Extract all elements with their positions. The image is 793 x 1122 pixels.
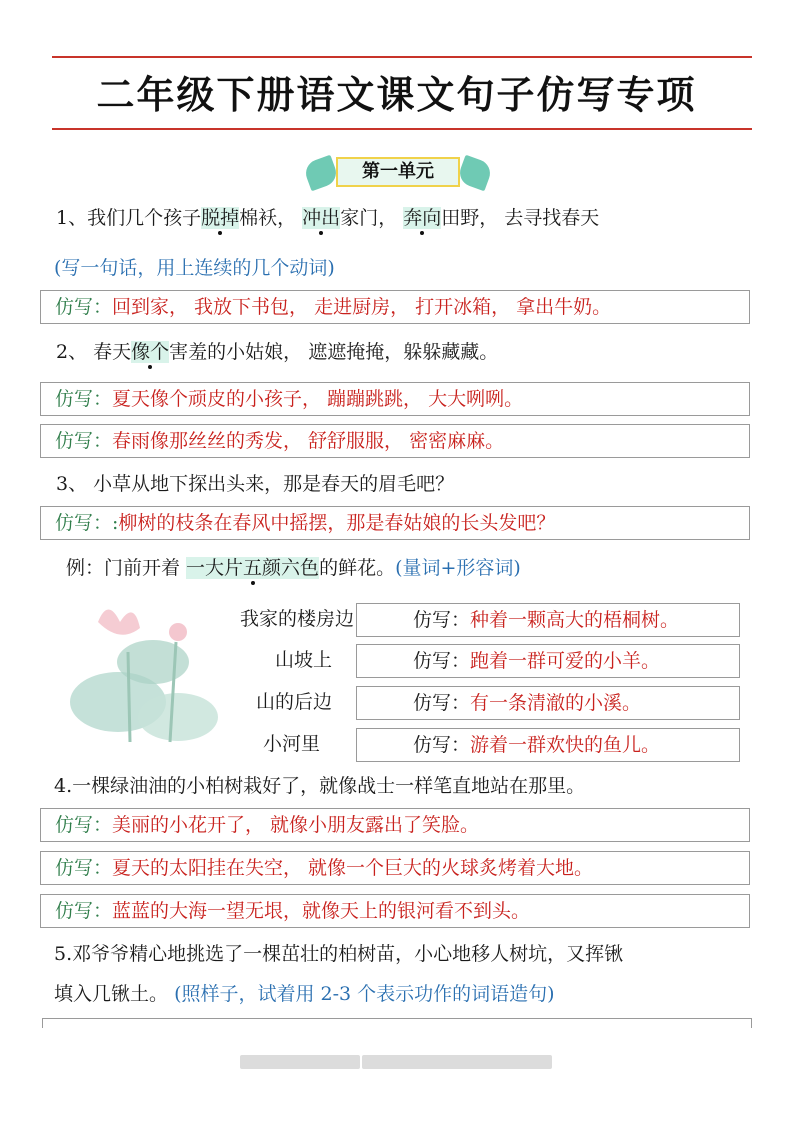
example-prefix: 例：门前开着	[66, 557, 187, 579]
title-bottom-rule	[52, 128, 752, 130]
q1-seg: 棉袄，	[239, 207, 297, 229]
q1-seg: 田野， 去寻找春天	[441, 207, 600, 229]
scene-answer-box	[356, 603, 740, 637]
answer-label: 仿写：	[55, 900, 113, 922]
q1-verb-1: 脱掉	[201, 207, 240, 229]
q1-verb-2: 冲出	[302, 207, 341, 229]
blurred-footer	[362, 1055, 552, 1069]
q5-sentence-line-1: 5.邓爷爷精心地挑选了一棵茁壮的柏树苗，小心地移人树坑，又挥锹	[54, 943, 624, 965]
example-hint: (量词+形容词)	[395, 557, 521, 579]
scene-answer: 种着一颗高大的梧桐树。	[470, 609, 680, 631]
answer-label: 仿写：	[413, 692, 471, 714]
answer-label: 仿写：	[55, 296, 113, 318]
q2-prefix: 2、 春天	[56, 341, 132, 363]
q4-answer-box-1	[40, 808, 750, 842]
q4-answer-2: 夏天的太阳挂在失空， 就像一个巨大的火球炙烤着大地。	[112, 857, 594, 879]
example-suffix: 的鲜花。	[319, 557, 396, 579]
q2-answer-2: 春雨像那丝丝的秀发， 舒舒服服， 密密麻麻。	[112, 430, 505, 452]
q3-answer-box	[40, 506, 750, 540]
q5-sentence-line-2	[54, 980, 555, 1008]
answer-label: 仿写：	[413, 650, 471, 672]
leaf-right-icon	[456, 155, 494, 192]
q4-sentence: 4.一棵绿油油的小柏树栽好了，就像战士一样笔直地站在那里。	[54, 775, 586, 797]
unit-banner	[306, 153, 490, 193]
answer-label: 仿写：	[55, 814, 113, 836]
q1-seg: 家门，	[340, 207, 398, 229]
scene-place: 小河里	[262, 733, 320, 755]
scene-place: 山坡上	[274, 649, 332, 671]
q4-answer-box-2	[40, 851, 750, 885]
scene-answer: 游着一群欢快的鱼儿。	[470, 734, 661, 756]
scene-answer-box	[356, 686, 740, 720]
q2-suffix: 害羞的小姑娘， 遮遮掩掩，躲躲藏藏。	[169, 341, 499, 363]
q1-seg: 1、我们几个孩子	[56, 207, 202, 229]
q5-line2-text: 填入几锹土。	[54, 983, 169, 1005]
answer-label: 仿写：:	[55, 512, 119, 534]
title-top-rule	[52, 56, 752, 58]
q3-answer: 柳树的枝条在春风中摇摆，那是春姑娘的长头发吧？	[118, 512, 556, 534]
q5-answer-box-cutoff	[42, 1018, 752, 1028]
blurred-footer	[240, 1055, 360, 1069]
q2-answer-1: 夏天像个顽皮的小孩子， 蹦蹦跳跳， 大大咧咧。	[112, 388, 524, 410]
q1-verb-3: 奔向	[403, 207, 442, 229]
scene-place: 我家的楼房边	[239, 608, 354, 630]
q2-sentence	[56, 338, 498, 366]
q2-answer-box-2	[40, 424, 750, 458]
q2-answer-box-1	[40, 382, 750, 416]
q2-keyword: 像个	[131, 341, 170, 363]
leaf-left-icon	[302, 155, 340, 192]
q1-hint: (写一句话，用上连续的几个动词)	[54, 257, 335, 279]
q3-sentence: 3、 小草从地下探出头来，那是春天的眉毛吧？	[56, 473, 455, 495]
answer-label: 仿写：	[413, 734, 471, 756]
q5-hint: (照样子，试着用 2-3 个表示功作的词语造句)	[174, 983, 555, 1005]
q4-answer-3: 蓝蓝的大海一望无垠，就像天上的银河看不到头。	[112, 900, 531, 922]
scene-place: 山的后边	[255, 691, 332, 713]
answer-label: 仿写：	[55, 857, 113, 879]
q4-answer-1: 美丽的小花开了， 就像小朋友露出了笑脸。	[112, 814, 480, 836]
q1-answer: 回到家， 我放下书包， 走进厨房， 打开冰箱， 拿出牛奶。	[112, 296, 612, 318]
answer-label: 仿写：	[55, 388, 113, 410]
unit-banner-label: 第一单元	[336, 157, 460, 187]
scene-answer: 有一条清澈的小溪。	[470, 692, 642, 714]
example-sentence	[66, 554, 521, 582]
scene-answer-box	[356, 644, 740, 678]
q1-answer-box	[40, 290, 750, 324]
scene-answer-box	[356, 728, 740, 762]
q4-answer-box-3	[40, 894, 750, 928]
answer-label: 仿写：	[413, 609, 471, 631]
page-title: 二年级下册语文课文句子仿写专项	[96, 73, 697, 117]
scene-answer: 跑着一群可爱的小羊。	[470, 650, 661, 672]
q1-sentence	[56, 204, 599, 232]
answer-label: 仿写：	[55, 430, 113, 452]
example-keyword: 一大片五颜六色	[186, 557, 320, 579]
